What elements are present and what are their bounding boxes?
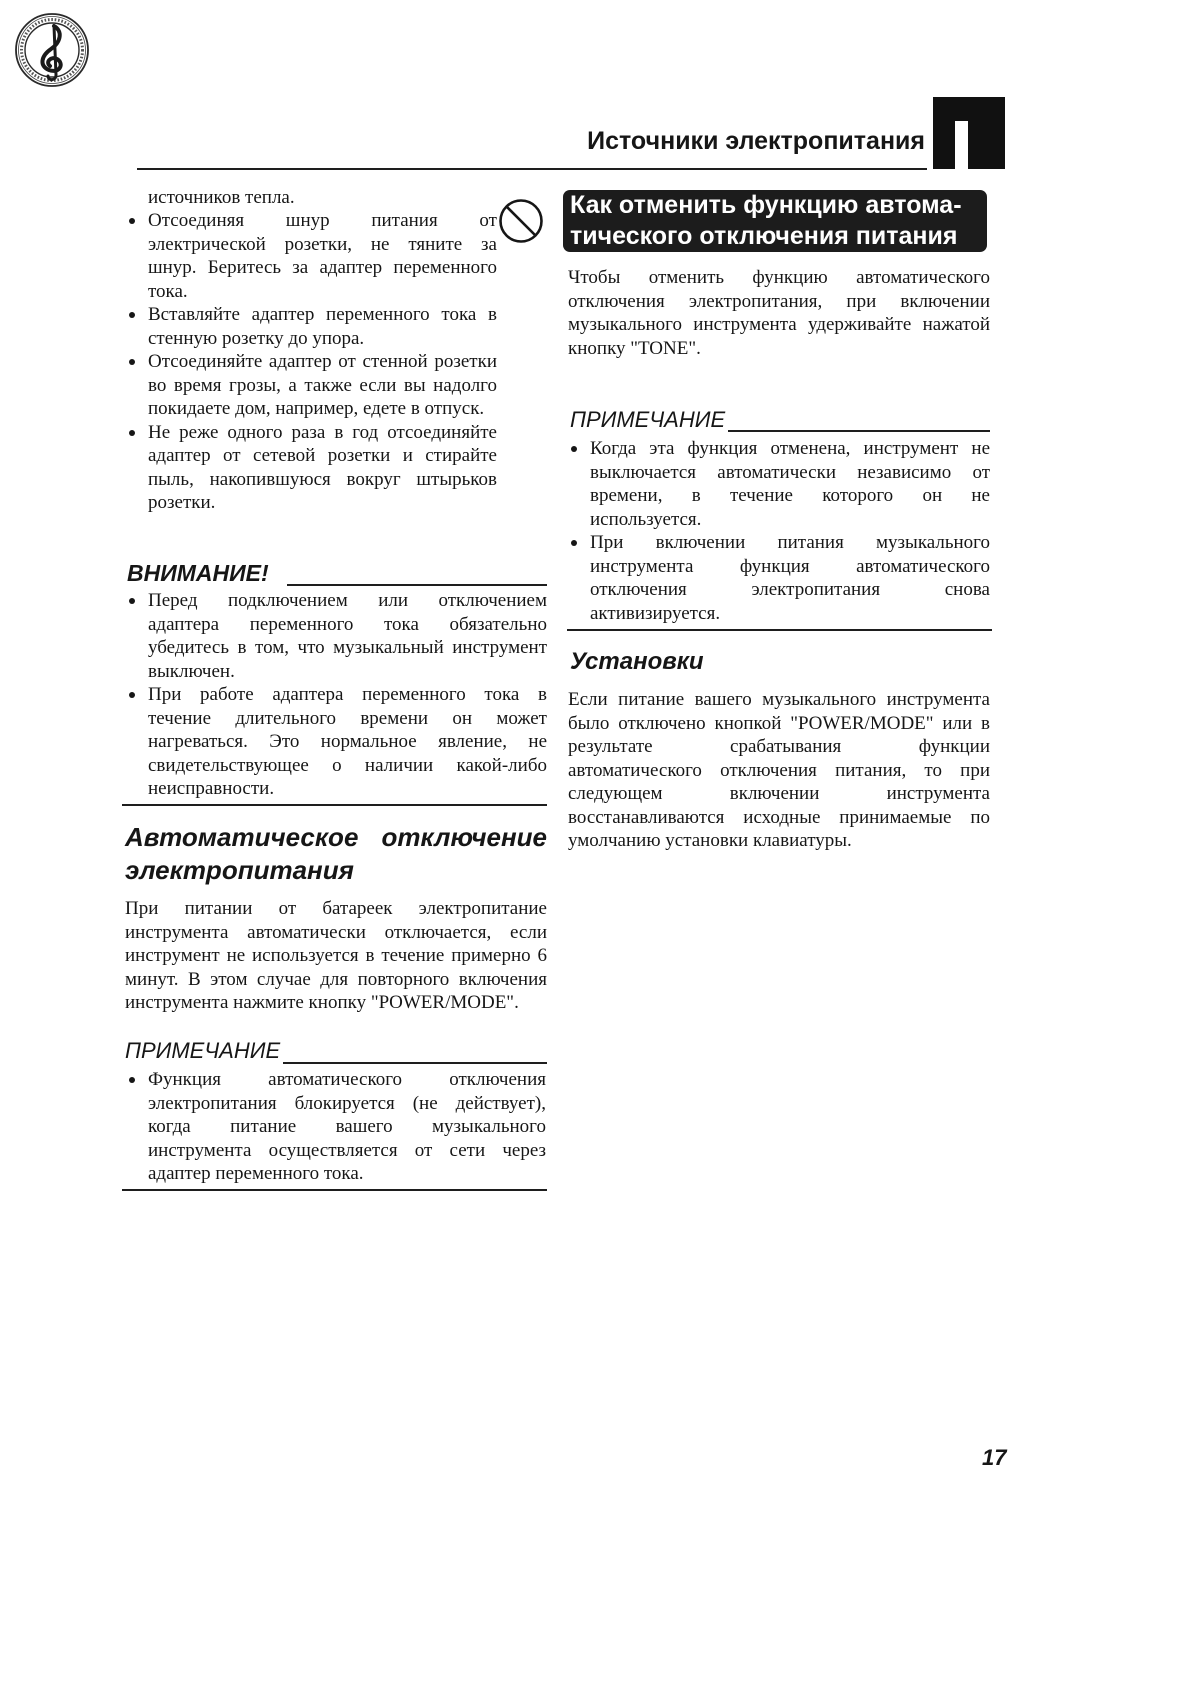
bullet-item [148, 1068, 546, 1186]
note-bullet-list-right [590, 437, 990, 625]
text-line: Чтобы отменить функцию автоматического [568, 267, 990, 288]
text-line: отключения электропитания, при включении [568, 290, 990, 312]
caution-end-rule [122, 804, 547, 806]
bullet-item [148, 683, 547, 801]
text-line: тического отключения питания [570, 222, 958, 250]
bullet-item [148, 209, 497, 303]
text-line: электрической розетки, не тяните за [148, 233, 497, 255]
text-line: течение длительного времени он может [148, 707, 547, 729]
bullet-dot-icon [129, 312, 135, 318]
continued-text [148, 186, 497, 210]
bullet-item [148, 303, 497, 350]
text-line: адаптер от сетевой розетки и стирайте [148, 445, 497, 466]
text-line: выключен. [148, 660, 235, 682]
bullet-dot-icon [129, 692, 135, 698]
note-end-rule-left [122, 1189, 547, 1191]
text-line: используется. [590, 508, 702, 530]
text-line: когда питание вашего музыкального [148, 1116, 546, 1137]
text-line: Отсоединяйте адаптер от стенной розетки [148, 351, 497, 372]
text-line: во время грозы, а также если вы надолго [148, 374, 497, 396]
text-line: При питании от батареек электропитание [125, 898, 547, 919]
text-line: инструмента осуществляется от сети через [148, 1139, 546, 1161]
text-line: адаптер переменного тока. [148, 1163, 364, 1184]
text-line: Если питание вашего музыкального инструмента [568, 689, 990, 710]
header-rule [137, 168, 927, 170]
text-line: музыкального инструмента удерживайте нажатой [568, 314, 990, 335]
note-heading-right: ПРИМЕЧАНИЕ [570, 407, 726, 432]
text-line: нагреваться. Это нормальное явление, не [148, 731, 547, 752]
text-line: электропитания блокируется (не действует), [148, 1092, 546, 1114]
cancel-auto-off-paragraph [568, 266, 990, 360]
text-line: источников тепла. [148, 187, 295, 208]
text-line: адаптера переменного тока обязательно [148, 613, 547, 635]
prohibition-icon [497, 197, 545, 245]
text-line: было отключено кнопкой "POWER/MODE" или в [568, 712, 990, 734]
note-heading-rule-left [283, 1062, 547, 1064]
caution-heading: ВНИМАНИЕ! [127, 560, 269, 586]
text-line: неисправности. [148, 778, 275, 799]
bullet-item [148, 350, 497, 421]
text-line: Когда эта функция отменена, инструмент не [590, 438, 990, 459]
bullet-item [590, 531, 990, 625]
text-line: Вставляйте адаптер переменного тока в [148, 304, 497, 325]
auto-power-off-paragraph [125, 897, 547, 1015]
note-heading-left: ПРИМЕЧАНИЕ [125, 1038, 281, 1063]
text-line: Как отменить функцию автома- [570, 191, 962, 219]
note-bullet-list-left [148, 1068, 546, 1186]
text-line: пыль, накопившуюся вокруг штырьков [148, 468, 497, 490]
text-line: времени, в течение которого он не [590, 485, 990, 506]
caution-bullet-list [148, 589, 547, 801]
text-line: Перед подключением или отключением [148, 590, 547, 611]
text-line: умолчанию установки клавиатуры. [568, 830, 852, 851]
text-line: автоматического отключения питания, то при [568, 759, 990, 781]
text-line: кнопку "TONE". [568, 337, 701, 359]
bullet-dot-icon [571, 540, 577, 546]
text-line: Автоматическое отключение [125, 822, 547, 852]
settings-paragraph [568, 688, 990, 853]
text-line: розетки. [148, 492, 216, 513]
text-line: отключения электропитания снова [590, 579, 990, 600]
caution-heading-rule [287, 584, 547, 586]
text-line: свидетельствующее о наличии какой-либо [148, 754, 547, 776]
treble-clef-seal-icon [13, 11, 91, 89]
text-line: Функция автоматического отключения [148, 1069, 546, 1090]
text-line: При работе адаптера переменного тока в [148, 684, 547, 705]
cancel-auto-off-title-box [563, 190, 987, 252]
text-line: восстанавливаются исходные принимаемые по [568, 806, 990, 828]
bullet-item [148, 421, 497, 515]
note-end-rule-right [567, 629, 992, 631]
bullet-item [148, 589, 547, 683]
text-line: инструмента нажмите кнопку "POWER/MODE". [125, 992, 519, 1013]
text-line: инструмент не используется в течение примерно 6 [125, 945, 547, 966]
bullet-dot-icon [129, 430, 135, 436]
bullet-dot-icon [129, 359, 135, 365]
text-line: инструмента автоматически отключается, если [125, 921, 547, 943]
text-line: следующем включении инструмента [568, 783, 990, 804]
auto-power-off-heading [125, 821, 547, 887]
text-line: покидаете дом, например, едете в отпуск. [148, 398, 485, 419]
section-tab-notch [955, 121, 968, 169]
text-line: инструмента функция автоматического [590, 555, 990, 577]
text-line: При включении питания музыкального [590, 532, 990, 553]
text-line: минут. В этом случае для повторного включения [125, 968, 547, 990]
text-line: выключается автоматически независимо от [590, 461, 990, 483]
bullet-dot-icon [129, 218, 135, 224]
text-line: шнур. Беритесь за адаптер переменного [148, 257, 497, 278]
text-line: результате срабатывания функции [568, 736, 990, 757]
bullet-dot-icon [129, 1077, 135, 1083]
bullet-item [590, 437, 990, 531]
settings-heading: Установки [570, 648, 704, 675]
bullet-dot-icon [129, 598, 135, 604]
page-number: 17 [982, 1445, 1007, 1470]
note-heading-rule-right [728, 430, 990, 432]
bullet-dot-icon [571, 446, 577, 452]
text-line: электропитания [125, 855, 354, 885]
text-line: активизируется. [590, 602, 721, 624]
text-line: Не реже одного раза в год отсоединяйте [148, 421, 497, 443]
text-line: убедитесь в том, что музыкальный инструмент [148, 637, 547, 658]
text-line: Отсоединяя шнур питания от [148, 210, 497, 231]
text-line: стенную розетку до упора. [148, 327, 365, 349]
section-tab-marker [933, 97, 1005, 169]
safety-bullet-list [148, 209, 497, 515]
section-header-title: Источники электропитания [587, 127, 925, 155]
text-line: тока. [148, 280, 188, 302]
